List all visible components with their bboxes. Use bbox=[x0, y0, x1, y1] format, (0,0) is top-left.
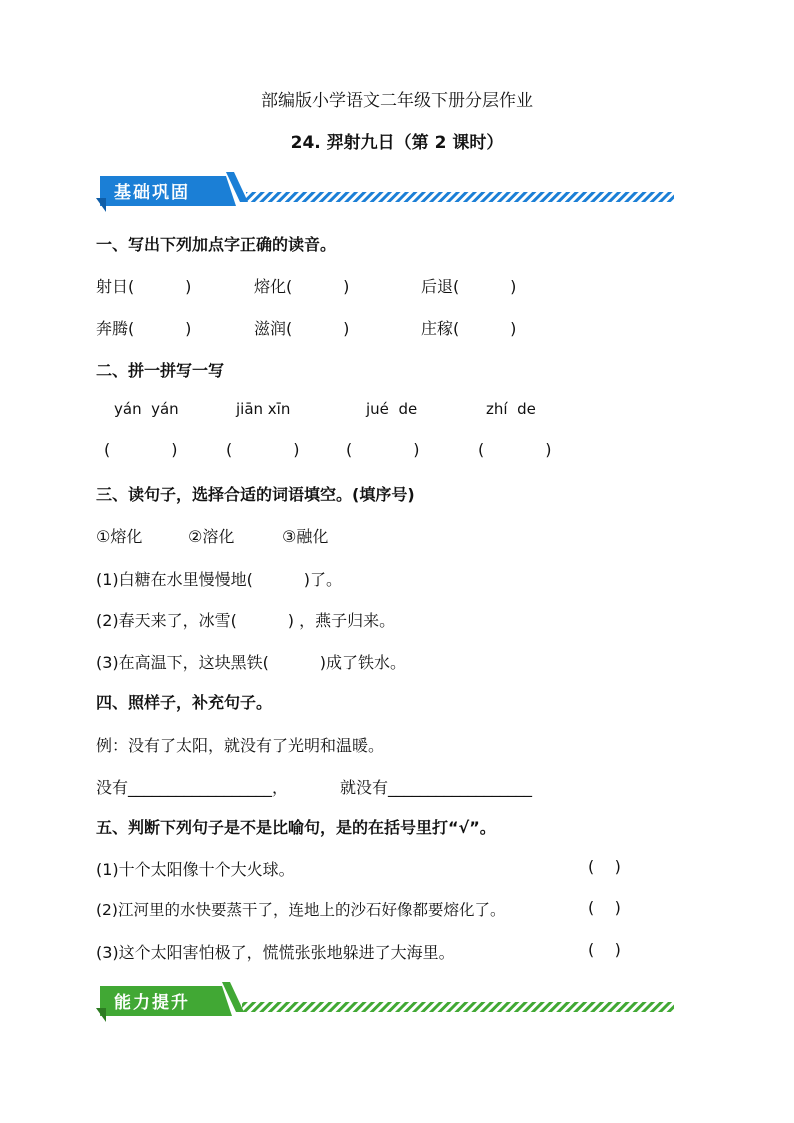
q3-item: (1)白糖在水里慢慢地( )了。 bbox=[96, 570, 343, 589]
q5-heading: 五、判断下列句子是不是比喻句，是的在括号里打“√”。 bbox=[96, 818, 496, 837]
pinyin-word: jué de bbox=[366, 400, 418, 418]
q1-heading: 一、写出下列加点字正确的读音。 bbox=[96, 235, 337, 254]
page-title: 部编版小学语文二年级下册分层作业 bbox=[261, 91, 533, 111]
answer-blank[interactable]: ( ) bbox=[226, 440, 300, 459]
q5-answer-bracket[interactable]: ( ) bbox=[588, 857, 621, 876]
q3-option: ③融化 bbox=[282, 527, 329, 546]
q3-option: ①熔化 bbox=[96, 527, 143, 546]
q5-answer-bracket[interactable]: ( ) bbox=[588, 898, 621, 917]
q1-item: 庄稼( ) bbox=[421, 319, 517, 338]
q5-item: (1)十个太阳像十个大火球。 bbox=[96, 860, 295, 879]
answer-blank[interactable]: ( ) bbox=[104, 440, 178, 459]
section-banner-basic bbox=[96, 170, 676, 204]
q5-item: (2)江河里的水快要蒸干了，连地上的沙石好像都要熔化了。 bbox=[96, 901, 506, 919]
q1-item: 射日( ) bbox=[96, 277, 192, 296]
pinyin-word: zhí de bbox=[486, 400, 536, 418]
section-label-basic: 基础巩固 bbox=[114, 183, 190, 203]
q3-heading: 三、读句子，选择合适的词语填空。(填序号) bbox=[96, 485, 415, 504]
q3-item: (2)春天来了，冰雪( ) ，燕子归来。 bbox=[96, 611, 396, 630]
q1-item: 奔腾( ) bbox=[96, 319, 192, 338]
q4-example: 例：没有了太阳，就没有了光明和温暖。 bbox=[96, 736, 385, 755]
q4-line-a: 没有__________________， bbox=[96, 778, 289, 797]
section-label-advanced: 能力提升 bbox=[114, 993, 190, 1013]
pinyin-word: jiān xīn bbox=[236, 400, 291, 418]
q5-item: (3)这个太阳害怕极了，慌慌张张地躲进了大海里。 bbox=[96, 943, 455, 962]
pinyin-word: yán yán bbox=[114, 400, 179, 418]
q1-item: 熔化( ) bbox=[254, 277, 350, 296]
q4-heading: 四、照样子，补充句子。 bbox=[96, 693, 273, 712]
q1-item: 后退( ) bbox=[421, 277, 517, 296]
answer-blank[interactable]: ( ) bbox=[346, 440, 420, 459]
q1-item: 滋润( ) bbox=[254, 319, 350, 338]
q5-answer-bracket[interactable]: ( ) bbox=[588, 940, 621, 959]
lesson-title: 24. 羿射九日（第 2 课时） bbox=[290, 133, 504, 153]
q3-option: ②溶化 bbox=[188, 527, 235, 546]
q2-heading: 二、拼一拼写一写 bbox=[96, 361, 225, 380]
q3-item: (3)在高温下，这块黑铁( )成了铁水。 bbox=[96, 653, 407, 672]
q4-line-b: 就没有__________________ bbox=[340, 778, 533, 797]
answer-blank[interactable]: ( ) bbox=[478, 440, 552, 459]
section-banner-advanced bbox=[96, 980, 676, 1014]
